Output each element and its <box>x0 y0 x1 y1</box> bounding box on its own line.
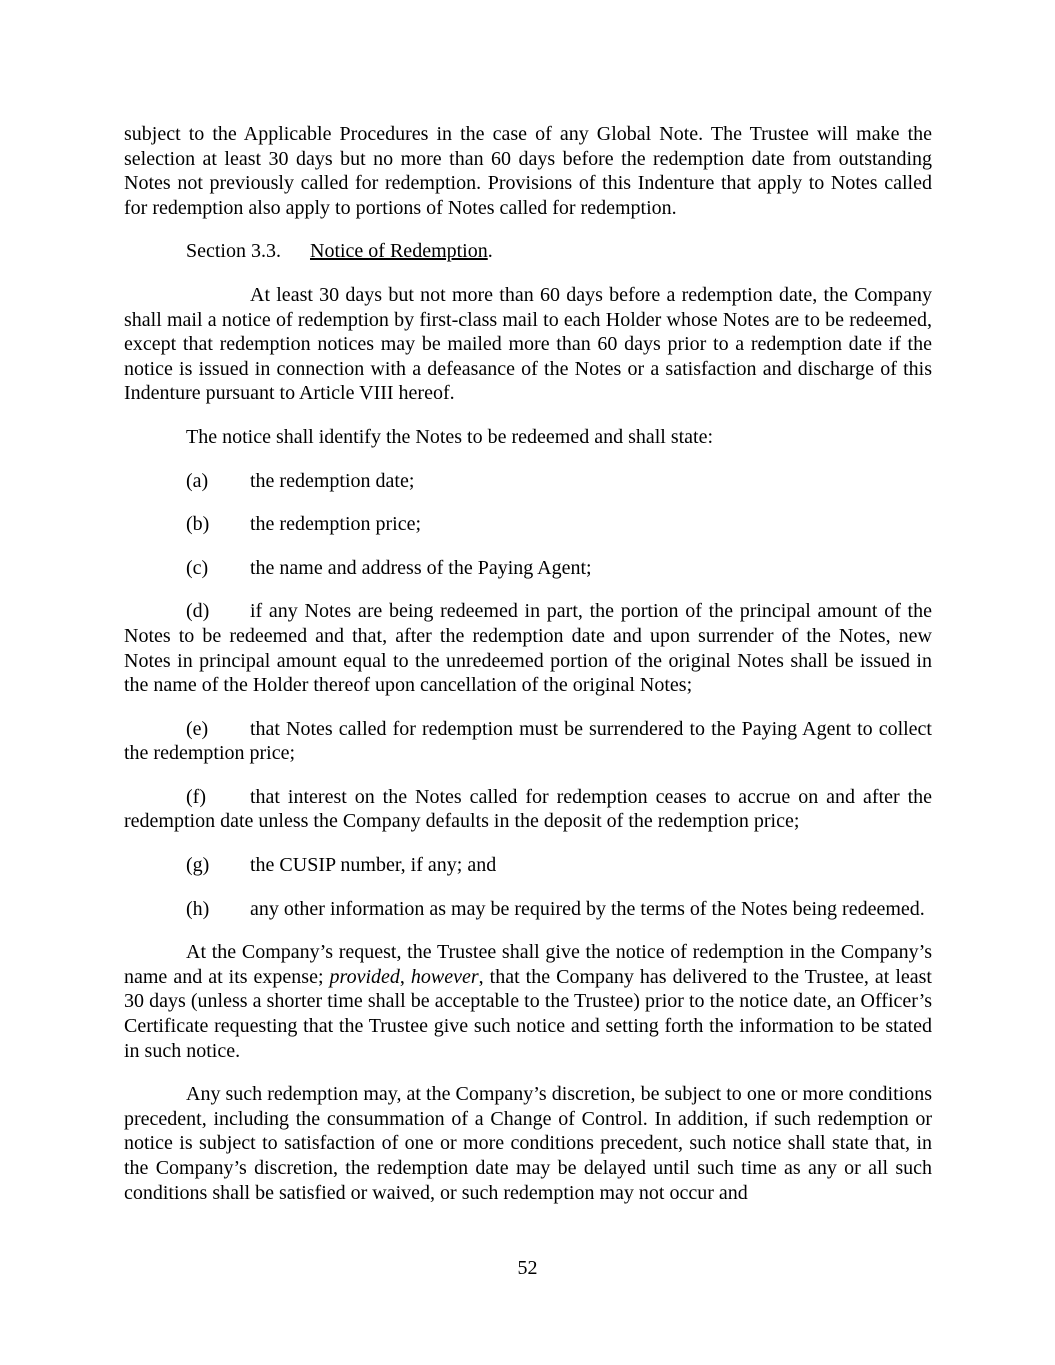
list-marker-d: (d) <box>186 600 210 623</box>
paragraph-notice-identify: The notice shall identify the Notes to be redeemed and shall state: <box>186 425 714 448</box>
company-request-provided: provided <box>329 965 400 988</box>
list-marker-h: (h) <box>186 897 210 920</box>
section-heading <box>124 239 932 264</box>
paragraph-conditions: Any such redemption may, at the Company’s discretion, be subject to one or more conditions precedent, including the consummation of a Change of Control. In addition, if such redemption or notice is subject to satisfaction of one or more conditions precedent, such notice shall state that, in the Company’s discretion, the redemption date may be delayed until such time as any or all such conditions shall be satisfied or waived, or such redemption may not occur and <box>124 1083 932 1204</box>
list-text-b: the redemption price; <box>250 513 422 536</box>
list-marker-a: (a) <box>186 469 209 492</box>
list-item-b <box>124 512 932 537</box>
list-marker-f: (f) <box>186 785 206 808</box>
list-marker-b: (b) <box>186 513 210 536</box>
page-number: 52 <box>517 1257 538 1279</box>
list-text-f: that interest on the Notes called for redemption ceases to accrue on and after the redemption date unless the Company defaults in the deposit of the redemption price; <box>124 785 932 833</box>
list-text-h: any other information as may be required by the terms of the Notes being redeemed. <box>250 897 925 920</box>
document-body <box>124 122 932 1224</box>
list-text-a: the redemption date; <box>250 469 415 492</box>
company-request-however: however <box>410 965 479 988</box>
list-text-g: the CUSIP number, if any; and <box>250 854 497 877</box>
section-heading-title: Notice of Redemption <box>310 240 488 263</box>
company-request-part3: , that the Company has delivered to the Trustee, at least 30 days (unless a shorter time shall be acceptable to the Trustee) prior to the notice date, an Officer’s Certificate requesting that the Trustee give such notice and setting forth the information to be stated in such notice. <box>124 965 932 1062</box>
paragraph-notice-mailing: At least 30 days but not more than 60 days before a redemption date, the Company shall mail a notice of redemption by first-class mail to each Holder whose Notes are to be redeemed, except that redemption notices may be mailed more than 60 days prior to a redemption date if the notice is issued in connection with a defeasance of the Notes or a satisfaction and discharge of this Indenture pursuant to Article VIII hereof. <box>124 283 932 405</box>
list-text-e: that Notes called for redemption must be surrendered to the Paying Agent to collect the redemption price; <box>124 717 932 765</box>
list-item-g <box>124 853 932 878</box>
list-marker-c: (c) <box>186 556 209 579</box>
section-heading-period: . <box>487 240 493 263</box>
paragraph-company-request <box>124 940 932 1063</box>
company-request-part1: At the Company’s request, the Trustee shall give the notice of redemption in the Company’s name and at its expense; <box>124 941 932 988</box>
list-item-c <box>124 556 932 581</box>
list-item-d <box>124 599 932 697</box>
list-text-d: if any Notes are being redeemed in part, the portion of the principal amount of the Notes to be redeemed and that, after the redemption date and upon surrender of the Notes, new Notes in principal amount equal to the unredeemed portion of the original Notes shall be issued in the name of the Holder thereof upon cancellation of the original Notes; <box>124 600 932 697</box>
list-text-c: the name and address of the Paying Agent; <box>250 556 592 579</box>
list-item-h <box>124 897 932 922</box>
paragraph-continuation: subject to the Applicable Procedures in the case of any Global Note. The Trustee will make the selection at least 30 days but no more than 60 days before the redemption date from outstanding Notes not previously called for redemption. Provisions of this Indenture that apply to Notes called for redemption also apply to portions of Notes called for redemption. <box>124 123 932 219</box>
company-request-part2: , <box>399 965 411 988</box>
list-marker-e: (e) <box>186 717 209 740</box>
list-item-a <box>124 469 932 494</box>
list-item-e <box>124 717 932 766</box>
section-heading-label: Section 3.3. <box>186 240 281 263</box>
list-marker-g: (g) <box>186 854 210 877</box>
list-item-f <box>124 785 932 834</box>
